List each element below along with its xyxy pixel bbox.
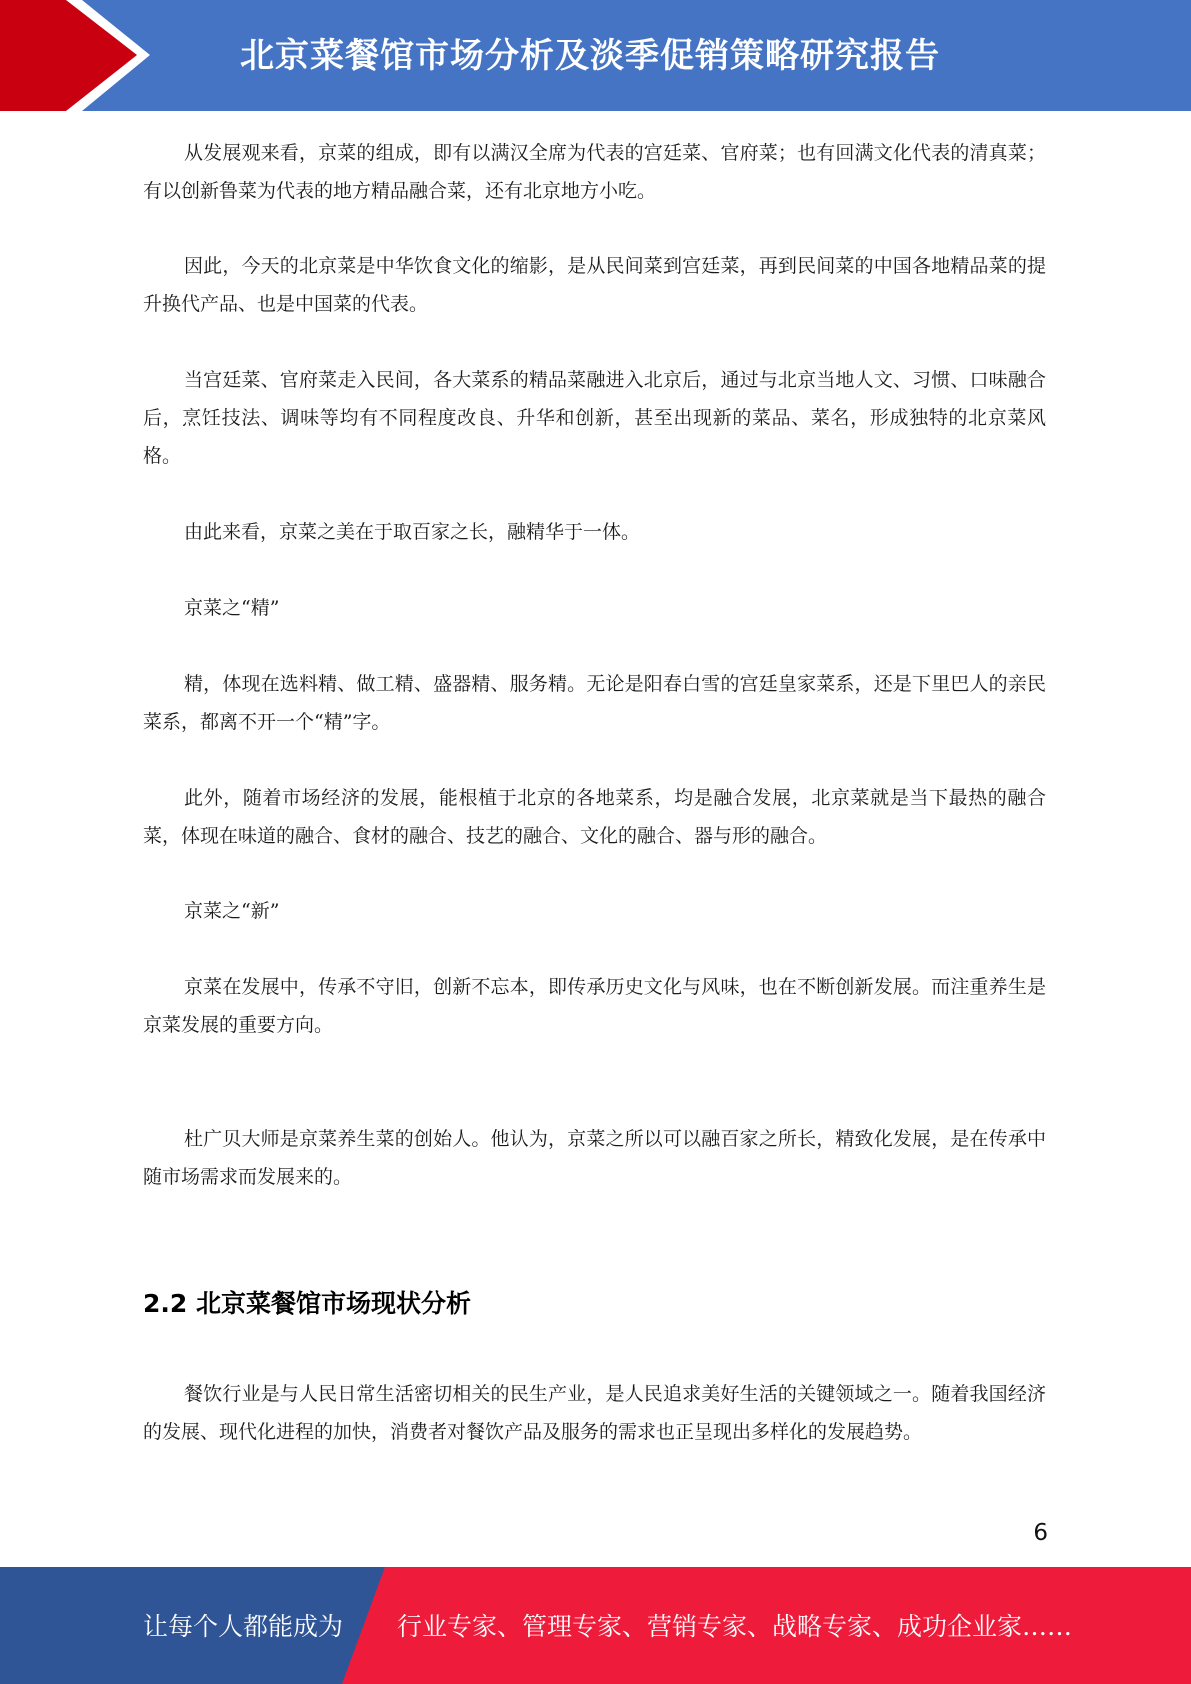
page-number: 6 — [1033, 1520, 1048, 1546]
body-paragraph: 精，体现在选料精、做工精、盛器精、服务精。无论是阳春白雪的宫廷皇家菜系，还是下里巴人的亲民菜系，都离不开一个“精”字。 — [143, 673, 1046, 733]
body-paragraph: 京菜之“新” — [184, 900, 280, 922]
footer-slogan-right: 行业专家、管理专家、营销专家、战略专家、成功企业家…… — [397, 1612, 1073, 1641]
page-header — [0, 0, 1191, 111]
body-paragraph: 京菜之“精” — [184, 597, 280, 619]
body-paragraph: 京菜在发展中，传承不守旧，创新不忘本，即传承历史文化与风味，也在不断创新发展。而注重养生是京菜发展的重要方向。 — [143, 976, 1046, 1036]
body-paragraph: 由此来看，京菜之美在于取百家之长，融精华于一体。 — [184, 521, 641, 543]
body-paragraph: 因此，今天的北京菜是中华饮食文化的缩影，是从民间菜到宫廷菜，再到民间菜的中国各地精品菜的提升换代产品、也是中国菜的代表。 — [143, 255, 1046, 315]
body-paragraph: 此外，随着市场经济的发展，能根植于北京的各地菜系，均是融合发展，北京菜就是当下最热的融合菜，体现在味道的融合、食材的融合、技艺的融合、文化的融合、器与形的融合。 — [143, 787, 1046, 847]
section-heading: 2.2 北京菜餐馆市场现状分析 — [143, 1289, 471, 1318]
page-footer — [0, 1567, 1191, 1684]
body-paragraph: 杜广贝大师是京菜养生菜的创始人。他认为，京菜之所以可以融百家之所长，精致化发展，是在传承中随市场需求而发展来的。 — [143, 1128, 1046, 1188]
section-paragraph: 餐饮行业是与人民日常生活密切相关的民生产业，是人民追求美好生活的关键领域之一。随着我国经济的发展、现代化进程的加快，消费者对餐饮产品及服务的需求也正呈现出多样化的发展趋势。 — [143, 1383, 1046, 1443]
header-title: 北京菜餐馆市场分析及淡季促销策略研究报告 — [240, 36, 940, 76]
body-paragraph: 从发展观来看，京菜的组成，即有以满汉全席为代表的宫廷菜、官府菜；也有回满文化代表的清真菜；有以创新鲁菜为代表的地方精品融合菜，还有北京地方小吃。 — [143, 142, 1046, 202]
footer-slogan-left: 让每个人都能成为 — [143, 1612, 344, 1641]
body-paragraph: 当宫廷菜、官府菜走入民间，各大菜系的精品菜融进入北京后，通过与北京当地人文、习惯、口味融合后，烹饪技法、调味等均有不同程度改良、升华和创新，甚至出现新的菜品、菜名，形成独特的北京菜风格。 — [143, 369, 1046, 467]
